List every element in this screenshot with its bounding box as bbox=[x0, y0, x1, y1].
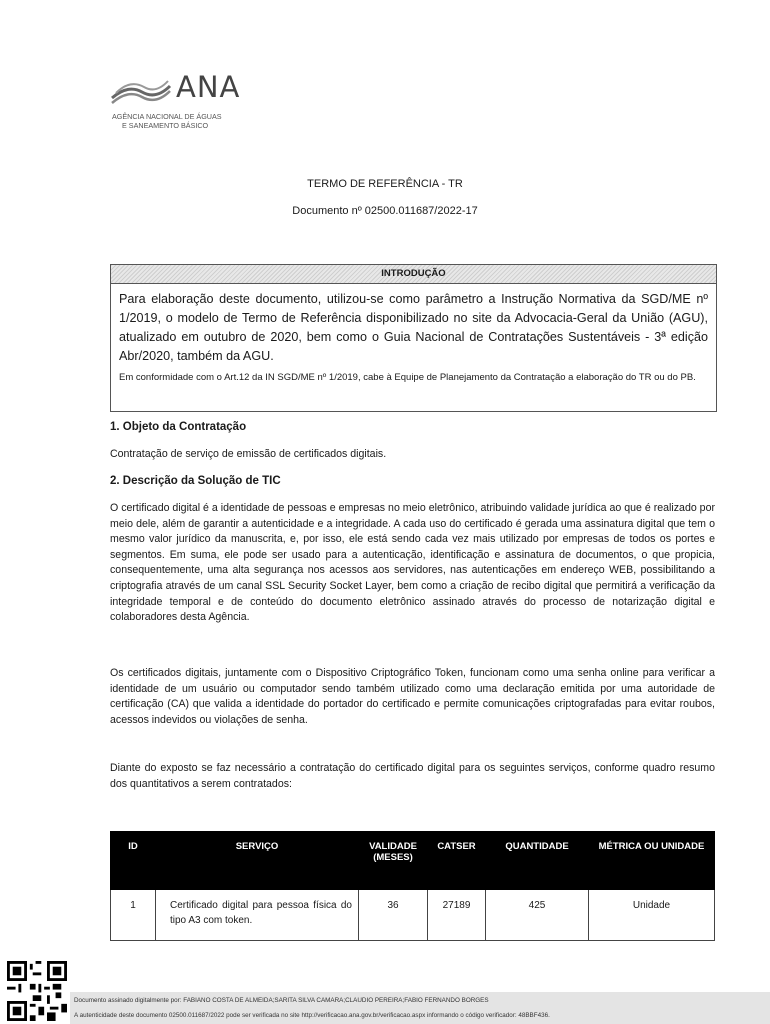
section-2-paragraph-1: O certificado digital é a identidade de pessoas e empresas no meio eletrônico, atribuindo validade jurídica ao que é realizado por meio dele, além de garantir a autenticidade e a integridade. A cada uso do certificado é gerada uma assinatura digital que tem o mesmo valor jurídico da manuscrita, e, por isso, ele está sendo cada vez mais utilizado por empresas de todos os portes e segmentos. Em suma, ele pode ser usado para a autenticação, identificação e assinatura de documentos, o que propicia, consequentemente, uma alta segurança nos acessos aos servidores, nas autenticações em endereço WEB, possibilitando a criptografia através de um canal SSL Security Socket Layer, bem como a criação de recibo digital que permitirá a verificação da integridade temporal e de conteúdo do documento eletrônico assinado através do processo de notarização digital e colaboradores desta Agência. bbox=[110, 502, 715, 624]
header-quantidade: QUANTIDADE bbox=[486, 832, 589, 890]
section-1-heading: 1. Objeto da Contratação bbox=[110, 421, 247, 433]
introduction-heading: INTRODUÇÃO bbox=[111, 265, 716, 284]
table-row bbox=[111, 890, 715, 941]
header-servico: SERVIÇO bbox=[156, 832, 359, 890]
header-catser: CATSER bbox=[428, 832, 486, 890]
section-2-paragraph-3: Diante do exposto se faz necessário a contratação do certificado digital para os seguintes serviços, conforme quadro resumo dos quantitativos a serem contratados: bbox=[110, 762, 715, 790]
introduction-box bbox=[110, 264, 717, 412]
logo-subtitle-line-1: AGÊNCIA NACIONAL DE ÁGUAS bbox=[112, 112, 222, 121]
cell-id: 1 bbox=[111, 890, 156, 941]
logo-subtitle-line-2: E SANEAMENTO BÁSICO bbox=[122, 121, 209, 130]
cell-servico: Certificado digital para pessoa física do tipo A3 com token. bbox=[156, 890, 359, 941]
qr-code-icon bbox=[7, 961, 67, 1021]
services-table bbox=[110, 831, 715, 941]
cell-catser: 27189 bbox=[428, 890, 486, 941]
document-title: TERMO DE REFERÊNCIA - TR bbox=[307, 178, 463, 190]
section-1-text: Contratação de serviço de emissão de certificados digitais. bbox=[110, 448, 387, 460]
introduction-paragraph-1: Para elaboração deste documento, utilizou-se como parâmetro a Instrução Normativa da SGD/ME nº 1/2019, o modelo de Termo de Referência disponibilizado no site da Advocacia-Geral da União (AGU), atualizado em outubro de 2020, bem como o Guia Nacional de Contratações Sustentáveis - 3ª edição Abr/2020, também da AGU. bbox=[119, 292, 708, 363]
cell-quantidade: 425 bbox=[486, 890, 589, 941]
introduction-paragraph-2: Em conformidade com o Art.12 da IN SGD/ME nº 1/2019, cabe à Equipe de Planejamento da Contratação a elaboração do TR ou do PB. bbox=[119, 372, 696, 383]
verification-line: A autenticidade deste documento 02500.011687/2022 pode ser verificada no site http://verificacao.ana.gov.br/verificacao.aspx informando o código verificador: 48BBF436. bbox=[74, 1012, 550, 1019]
digital-signature-line: Documento assinado digitalmente por: FABIANO COSTA DE ALMEIDA;SARITA SILVA CAMARA;CLAUDIO PEREIRA;FABIO FERNANDO BORGES bbox=[74, 997, 489, 1004]
document-number: Documento nº 02500.011687/2022-17 bbox=[292, 205, 478, 217]
logo-text: ANA bbox=[176, 70, 241, 104]
section-2-paragraph-2: Os certificados digitais, juntamente com o Dispositivo Criptográfico Token, funcionam como uma senha online para verificar a identidade de um usuário ou computador sendo também utilizado como uma declaração emitida por uma autoridade de certificação (CA) que valida a identidade do portador do certificado e permite comunicações criptografadas para evitar roubos, acessos indevidos ou violações de senha. bbox=[110, 667, 715, 726]
header-id: ID bbox=[111, 832, 156, 890]
ana-logo bbox=[110, 70, 260, 140]
logo-subtitle bbox=[112, 112, 272, 130]
table-header-row bbox=[111, 832, 715, 890]
section-2-heading: 2. Descrição da Solução de TIC bbox=[110, 475, 281, 487]
cell-validade: 36 bbox=[359, 890, 428, 941]
ana-wave-icon bbox=[110, 74, 172, 108]
header-validade: VALIDADE (MESES) bbox=[359, 832, 428, 890]
header-metrica: MÉTRICA OU UNIDADE bbox=[589, 832, 715, 890]
cell-metrica: Unidade bbox=[589, 890, 715, 941]
